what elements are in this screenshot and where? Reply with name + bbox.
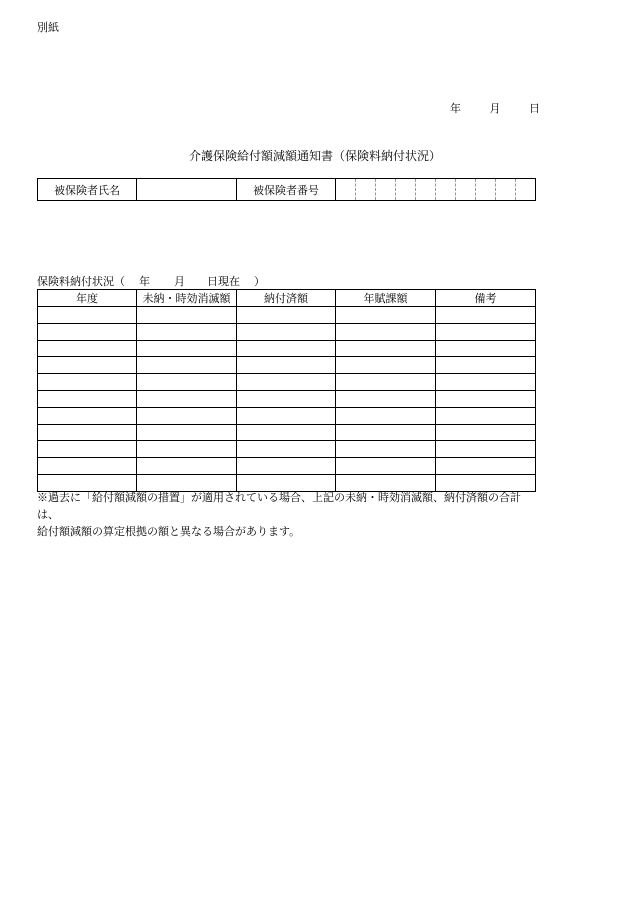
payment-status-suffix: ） bbox=[254, 275, 265, 288]
table-cell[interactable] bbox=[436, 390, 536, 407]
table-cell[interactable] bbox=[436, 357, 536, 374]
table-row bbox=[38, 390, 536, 407]
insured-name-label: 被保険者氏名 bbox=[38, 179, 137, 201]
insured-number-digit[interactable] bbox=[396, 179, 416, 200]
table-cell[interactable] bbox=[38, 441, 137, 458]
insured-name-field[interactable] bbox=[137, 179, 237, 201]
insured-number-digit[interactable] bbox=[416, 179, 436, 200]
table-cell[interactable] bbox=[38, 323, 137, 340]
table-cell[interactable] bbox=[237, 424, 336, 441]
payment-status-as-of: 日現在 bbox=[207, 275, 240, 288]
column-header-remarks: 備考 bbox=[436, 290, 536, 307]
date-day: 日 bbox=[529, 102, 540, 115]
column-header-unpaid-amount: 未納・時効消滅額 bbox=[137, 290, 237, 307]
date-line bbox=[450, 100, 540, 116]
table-cell[interactable] bbox=[436, 340, 536, 357]
table-cell[interactable] bbox=[237, 390, 336, 407]
insured-number-digit-boxes bbox=[336, 179, 535, 200]
insured-number-digit[interactable] bbox=[376, 179, 396, 200]
payment-status-prefix: 保険料納付状況（ bbox=[37, 275, 125, 288]
table-cell[interactable] bbox=[336, 307, 436, 324]
column-header-fiscal-year: 年度 bbox=[38, 290, 137, 307]
table-cell[interactable] bbox=[237, 357, 336, 374]
table-row bbox=[38, 340, 536, 357]
table-cell[interactable] bbox=[436, 458, 536, 475]
table-cell[interactable] bbox=[137, 374, 237, 391]
payment-status-heading bbox=[37, 273, 265, 289]
table-cell[interactable] bbox=[137, 458, 237, 475]
table-cell[interactable] bbox=[237, 307, 336, 324]
table-cell[interactable] bbox=[38, 424, 137, 441]
table-cell[interactable] bbox=[38, 458, 137, 475]
footnote-line-2: 給付額減額の算定根拠の額と異なる場合があります。 bbox=[37, 525, 301, 538]
table-row bbox=[38, 407, 536, 424]
table-cell[interactable] bbox=[237, 323, 336, 340]
footnote bbox=[37, 489, 537, 540]
insured-number-digit[interactable] bbox=[516, 179, 535, 200]
insured-number-digit[interactable] bbox=[356, 179, 376, 200]
table-cell[interactable] bbox=[137, 390, 237, 407]
table-cell[interactable] bbox=[336, 407, 436, 424]
table-cell[interactable] bbox=[436, 424, 536, 441]
insured-number-digit[interactable] bbox=[336, 179, 356, 200]
table-cell[interactable] bbox=[137, 340, 237, 357]
table-cell[interactable] bbox=[336, 340, 436, 357]
table-cell[interactable] bbox=[336, 323, 436, 340]
column-header-paid-amount: 納付済額 bbox=[237, 290, 336, 307]
table-cell[interactable] bbox=[38, 340, 137, 357]
table-cell[interactable] bbox=[237, 458, 336, 475]
insured-number-digit[interactable] bbox=[496, 179, 516, 200]
table-cell[interactable] bbox=[436, 407, 536, 424]
table-cell[interactable] bbox=[38, 374, 137, 391]
table-cell[interactable] bbox=[237, 407, 336, 424]
table-cell[interactable] bbox=[336, 390, 436, 407]
table-cell[interactable] bbox=[38, 307, 137, 324]
table-cell[interactable] bbox=[137, 323, 237, 340]
table-cell[interactable] bbox=[38, 390, 137, 407]
table-row bbox=[38, 357, 536, 374]
table-cell[interactable] bbox=[137, 441, 237, 458]
table-cell[interactable] bbox=[38, 407, 137, 424]
table-cell[interactable] bbox=[436, 307, 536, 324]
table-cell[interactable] bbox=[336, 441, 436, 458]
table-cell[interactable] bbox=[137, 424, 237, 441]
table-cell[interactable] bbox=[336, 424, 436, 441]
table-row bbox=[38, 307, 536, 324]
attachment-label: 別紙 bbox=[37, 21, 59, 34]
insured-number-digit[interactable] bbox=[436, 179, 456, 200]
table-cell[interactable] bbox=[436, 441, 536, 458]
date-year: 年 bbox=[450, 102, 461, 115]
document-title: 介護保険給付額減額通知書（保険料納付状況） bbox=[188, 149, 441, 163]
table-row bbox=[38, 458, 536, 475]
table-cell[interactable] bbox=[436, 374, 536, 391]
column-header-annual-levy: 年賦課額 bbox=[336, 290, 436, 307]
table-cell[interactable] bbox=[237, 441, 336, 458]
footnote-line-1: ※過去に「給付額減額の措置」が適用されている場合、上記の未納・時効消滅額、納付済額の合計は、 bbox=[37, 491, 521, 521]
table-cell[interactable] bbox=[137, 407, 237, 424]
insured-number-field[interactable] bbox=[336, 179, 536, 201]
insured-number-digit[interactable] bbox=[476, 179, 496, 200]
insured-number-digit[interactable] bbox=[456, 179, 476, 200]
table-row bbox=[38, 441, 536, 458]
insured-number-label: 被保険者番号 bbox=[237, 179, 336, 201]
table-cell[interactable] bbox=[336, 357, 436, 374]
table-cell[interactable] bbox=[436, 323, 536, 340]
payment-status-month: 月 bbox=[174, 275, 185, 288]
table-cell[interactable] bbox=[336, 458, 436, 475]
table-cell[interactable] bbox=[237, 340, 336, 357]
insured-info-table bbox=[37, 178, 536, 201]
table-cell[interactable] bbox=[237, 374, 336, 391]
payment-status-year: 年 bbox=[139, 275, 150, 288]
table-row bbox=[38, 374, 536, 391]
table-row bbox=[38, 323, 536, 340]
date-month: 月 bbox=[489, 102, 501, 115]
table-cell[interactable] bbox=[137, 357, 237, 374]
payment-status-table bbox=[37, 289, 536, 492]
table-cell[interactable] bbox=[137, 307, 237, 324]
table-cell[interactable] bbox=[38, 357, 137, 374]
payment-status-header-row bbox=[38, 290, 536, 307]
table-row bbox=[38, 424, 536, 441]
table-cell[interactable] bbox=[336, 374, 436, 391]
